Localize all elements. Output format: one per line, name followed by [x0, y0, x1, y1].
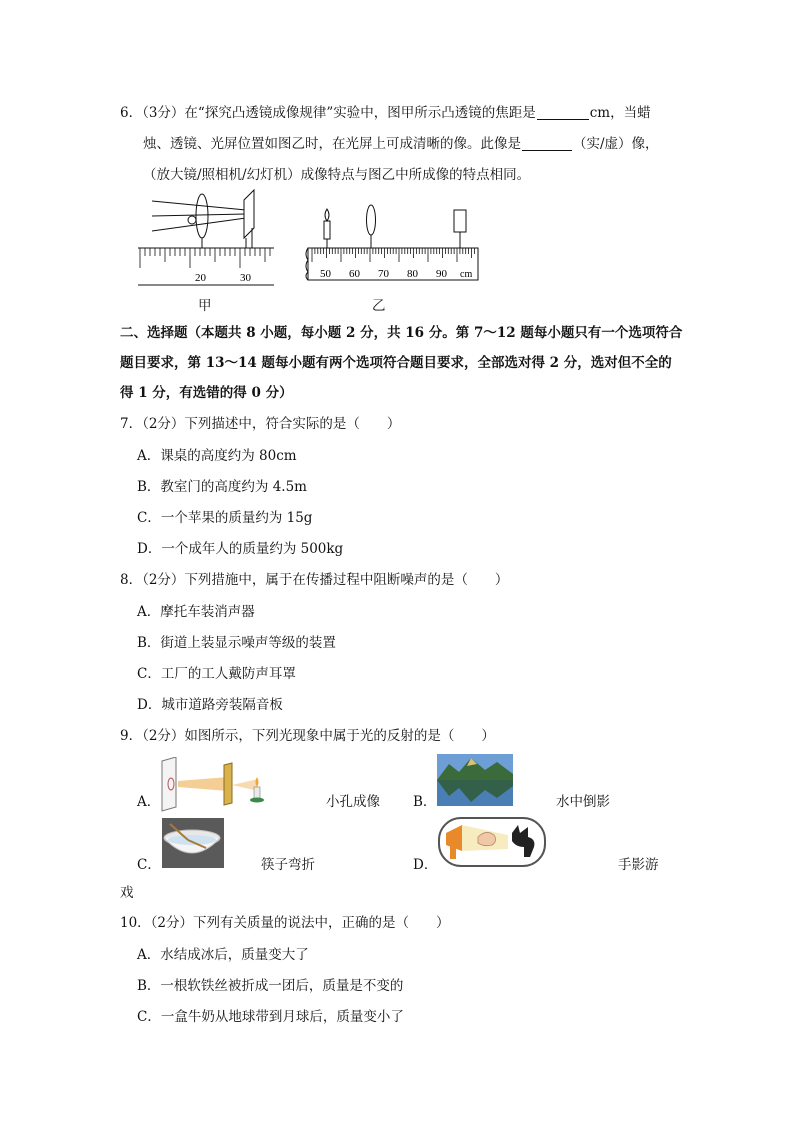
- hand-shadow-image: [438, 817, 546, 867]
- q7-option-b[interactable]: B．教室门的高度约为 4.5m: [137, 479, 307, 495]
- bench-ticks: [312, 248, 474, 262]
- q8-option-c[interactable]: C．工厂的工人戴防声耳罩: [137, 666, 296, 682]
- q9-option-a-label[interactable]: 小孔成像: [326, 794, 380, 810]
- q9-option-b-letter[interactable]: B．: [413, 794, 437, 810]
- lens-mark: [188, 216, 196, 224]
- q10-stem: 10．（2分）下列有关质量的说法中，正确的是（ ）: [120, 915, 450, 931]
- q8-option-d[interactable]: D．城市道路旁装隔音板: [137, 697, 283, 713]
- q10-option-c[interactable]: C．一盒牛奶从地球带到月球后，质量变小了: [137, 1009, 404, 1025]
- q7-stem: 7．（2分）下列描述中，符合实际的是（ ）: [120, 416, 401, 432]
- q6-line3: （放大镜/照相机/幻灯机）成像特点与图乙中所成像的特点相同。: [143, 167, 531, 183]
- tick-label-30: 30: [240, 272, 251, 284]
- q9-option-d-letter[interactable]: D．: [413, 857, 438, 873]
- tick-label: 50: [320, 268, 331, 280]
- figure-jia-caption: 甲: [198, 298, 212, 314]
- tick-label: 70: [378, 268, 389, 280]
- reflection-image: [437, 754, 513, 806]
- q10-option-a[interactable]: A．水结成冰后，质量变大了: [137, 947, 309, 963]
- light-ray: [152, 201, 246, 210]
- q9-option-d-label-wrap: 戏: [120, 885, 134, 901]
- figure-jia: [136, 188, 278, 288]
- q6-text: 6．（3分）在“探究凸透镜成像规律”实验中，图甲所示凸透镜的焦距是: [120, 105, 536, 121]
- hand-icon: [478, 832, 496, 845]
- convex-lens: [367, 205, 376, 235]
- q6-line1: [120, 103, 651, 123]
- q6-blank-focal: [537, 105, 589, 120]
- light-ray: [152, 218, 246, 231]
- section-heading-line3: 得 1 分，有选错的得 0 分）: [120, 385, 293, 401]
- candle-flame: [325, 209, 329, 221]
- lamp-stand-icon: [450, 845, 456, 859]
- unit-label: cm: [460, 269, 473, 280]
- pinhole-board-icon: [224, 763, 232, 805]
- candle-icon: [254, 787, 260, 799]
- light-beam-icon: [178, 777, 228, 791]
- q6-blank-type: [522, 136, 572, 151]
- tick-label: 90: [436, 268, 447, 280]
- q6-text: 烛、透镜、光屏位置如图乙时，在光屏上可成清晰的像。此像是: [143, 136, 521, 152]
- q8-option-a[interactable]: A．摩托车装消声器: [137, 604, 255, 620]
- q7-option-d[interactable]: D．一个成年人的质量约为 500kg: [137, 541, 344, 557]
- chopsticks-image: [162, 818, 224, 868]
- water-surface: [168, 835, 216, 845]
- q8-option-b[interactable]: B．街道上装显示噪声等级的装置: [137, 635, 336, 651]
- q6-text: cm，当蜡: [589, 105, 651, 121]
- tick-label: 80: [407, 268, 418, 280]
- tick-label-20: 20: [195, 272, 206, 284]
- tick-label: 60: [349, 268, 360, 280]
- q8-stem: 8．（2分）下列措施中，属于在传播过程中阻断噪声的是（ ）: [120, 572, 509, 588]
- light-ray: [152, 214, 246, 216]
- q10-option-b[interactable]: B．一根软铁丝被折成一团后，质量是不变的: [137, 978, 404, 994]
- section-heading-line1: 二、选择题（本题共 8 小题，每小题 2 分，共 16 分。第 7～12 题每小题只有一个选项符合: [120, 325, 683, 341]
- q9-option-a-letter[interactable]: A．: [137, 794, 161, 810]
- q7-option-c[interactable]: C．一个苹果的质量约为 15g: [137, 510, 313, 526]
- q6-text: （实/虚）像，: [573, 136, 659, 152]
- figure-yi: [302, 204, 482, 286]
- q9-stem: 9．（2分）如图所示，下列光现象中属于光的反射的是（ ）: [120, 728, 495, 744]
- candle: [324, 221, 330, 239]
- section-heading-line2: 题目要求，第 13～14 题每小题有两个选项符合题目要求，全部选对得 2 分，选对但不全的: [120, 355, 672, 371]
- q9-option-c-label[interactable]: 筷子弯折: [261, 857, 315, 873]
- ruler-ticks: [140, 248, 270, 268]
- convex-lens: [196, 194, 208, 238]
- q9-option-d-label[interactable]: 手影游: [618, 857, 659, 873]
- q9-option-b-label[interactable]: 水中倒影: [556, 794, 610, 810]
- q6-line2: [143, 134, 659, 154]
- pinhole-image: [158, 757, 268, 813]
- light-screen: [454, 210, 466, 232]
- figure-yi-caption: 乙: [372, 298, 386, 314]
- q7-option-a[interactable]: A．课桌的高度约为 80cm: [137, 448, 297, 464]
- q9-option-c-letter[interactable]: C．: [137, 857, 161, 873]
- candle-base-icon: [250, 798, 264, 803]
